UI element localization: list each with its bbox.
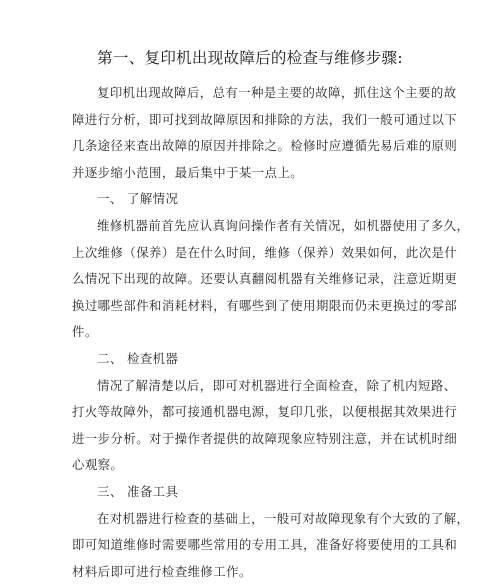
paragraph-line: 即可知道维修时需要哪些常用的专用工具，准备好将要使用的工具和 [72, 532, 432, 559]
paragraph-line: 障进行分析，即可找到故障原因和排除的方法，我们一般可通过以下 [72, 107, 432, 134]
intro-paragraph [72, 80, 432, 186]
paragraph-line: 上次维修（保养）是在什么时间，维修（保养）效果如何，此次是什 [72, 240, 432, 267]
paragraph-line: 打火等故障外，都可接通机器电源，复印几张，以便根据其效果进行 [72, 399, 432, 426]
paragraph-line: 件。 [72, 319, 432, 346]
section-heading-2 [72, 346, 432, 373]
paragraph-line: 么情况下出现的故障。还要认真翻阅机器有关维修记录，注意近期更 [72, 266, 432, 293]
paragraph-line: 心观察。 [72, 452, 432, 479]
section-heading-text: 检查机器 [127, 351, 178, 366]
section-heading-text: 了解情况 [127, 191, 178, 206]
section-number: 二、 [97, 346, 127, 373]
document-body [72, 80, 432, 585]
section-3-paragraph [72, 506, 432, 585]
paragraph-line: 复印机出现故障后，总有一种是主要的故障，抓住这个主要的故 [72, 80, 432, 107]
paragraph-line: 进一步分析。对于操作者提供的故障现象应特别注意，并在试机时细 [72, 426, 432, 453]
section-number: 三、 [97, 479, 127, 506]
section-heading-3 [72, 479, 432, 506]
section-2-paragraph [72, 373, 432, 479]
paragraph-line: 维修机器前首先应认真询问操作者有关情况，如机器使用了多久， [72, 213, 432, 240]
document-title: 第一、复印机出现故障后的检查与维修步骤: [0, 48, 500, 68]
paragraph-line: 情况了解清楚以后，即可对机器进行全面检查，除了机内短路、 [72, 373, 432, 400]
paragraph-line: 在对机器进行检查的基础上，一般可对故障现象有个大致的了解， [72, 506, 432, 533]
section-heading-text: 准备工具 [127, 484, 178, 499]
section-heading-1 [72, 186, 432, 213]
paragraph-line: 几条途径来查出故障的原因并排除之。检修时应遵循先易后难的原则 [72, 133, 432, 160]
paragraph-line: 材料后即可进行检查维修工作。 [72, 559, 432, 585]
section-1-paragraph [72, 213, 432, 346]
paragraph-line: 并逐步缩小范围，最后集中于某一点上。 [72, 160, 432, 187]
paragraph-line: 换过哪些部件和消耗材料，有哪些到了使用期限而仍未更换过的零部 [72, 293, 432, 320]
section-number: 一、 [97, 186, 127, 213]
